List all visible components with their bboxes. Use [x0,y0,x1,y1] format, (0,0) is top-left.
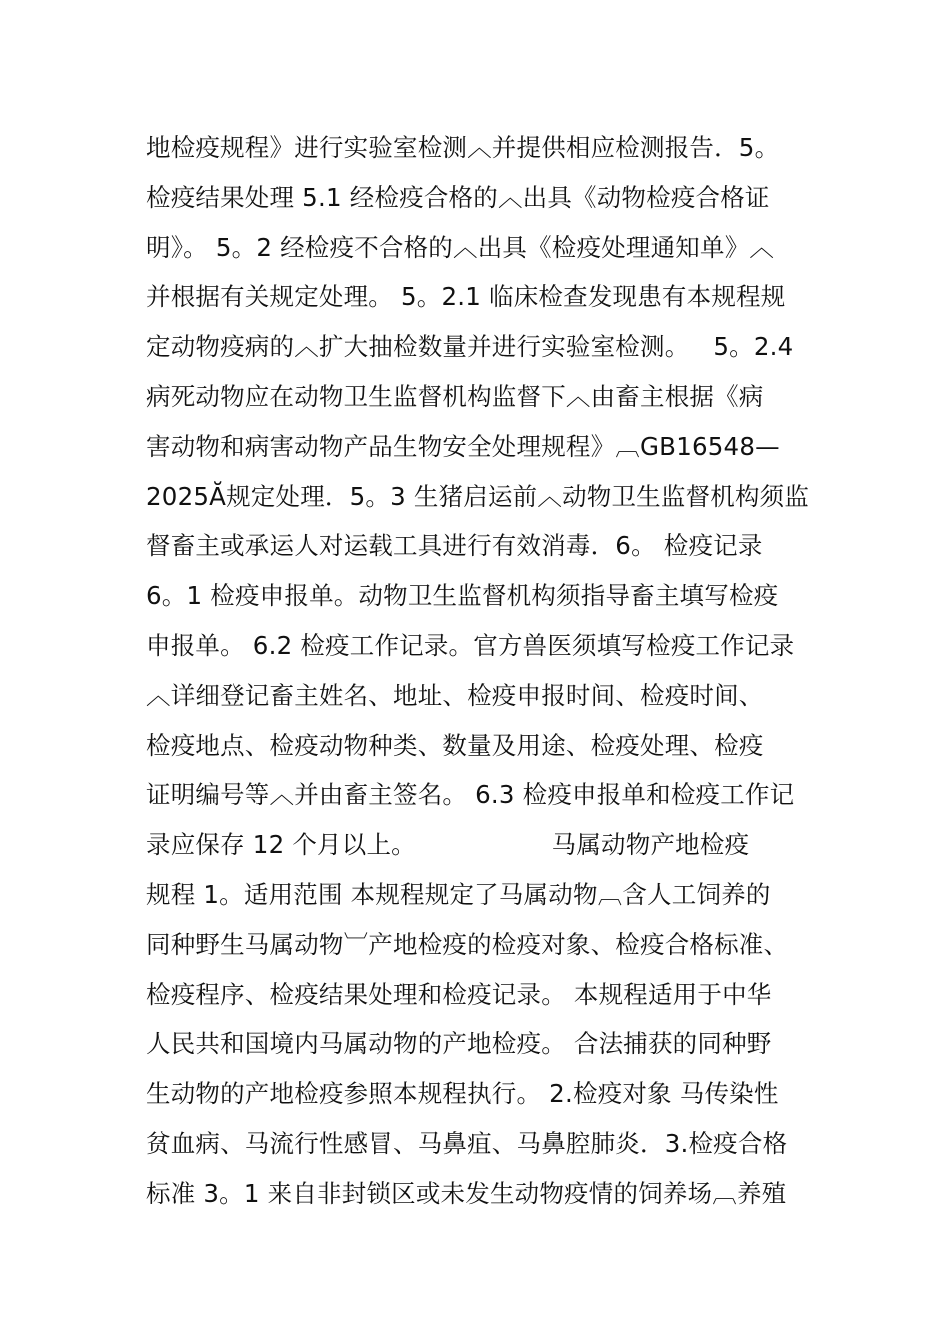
text-line: 标准 3。1 来自非封锁区或未发生动物疫情的饲养场︹养殖 [146,1178,787,1208]
text-line: 定动物疫病的︿扩大抽检数量并进行实验室检测。 5。2.4 [146,332,794,362]
text-line: 申报单。 6.2 检疫工作记录。官方兽医须填写检疫工作记录 [146,630,795,660]
text-line: 生动物的产地检疫参照本规程执行。 2.检疫对象 马传染性 [146,1079,779,1109]
text-line: 同种野生马属动物︺产地检疫的检疫对象、检疫合格标准、 [146,929,789,959]
text-line: 明》。 5。2 经检疫不合格的︿出具《检疫处理通知单》︿ [146,232,775,262]
text-line: 检疫地点、检疫动物种类、数量及用途、检疫处理、检疫 [146,730,764,760]
text-line: 6。1 检疫申报单。动物卫生监督机构须指导畜主填写检疫 [146,581,779,611]
text-line: 病死动物应在动物卫生监督机构监督下︿由畜主根据《病 [146,381,764,411]
text-line: ︿详细登记畜主姓名、地址、检疫申报时间、检疫时间、 [146,680,764,710]
text-line: 督畜主或承运人对运载工具进行有效消毒．6。 检疫记录 [146,531,763,561]
text-line: 并根据有关规定处理。 5。2.1 临床检查发现患有本规程规 [146,282,786,312]
text-line: 人民共和国境内马属动物的产地检疫。 合法捕获的同种野 [146,1029,772,1059]
text-line: 证明编号等︿并由畜主签名。 6.3 检疫申报单和检疫工作记 [146,780,795,810]
text-line: 规程 1。适用范围 本规程规定了马属动物︹含人工饲养的 [146,879,771,909]
text-line: 检疫结果处理 5.1 经检疫合格的︿出具《动物检疫合格证 [146,182,770,212]
text-line: 害动物和病害动物产品生物安全处理规程》︹GB16548— [146,431,780,461]
text-line: 2025Ă规定处理．5。3 生猪启运前︿动物卫生监督机构须监 [146,481,810,511]
text-line: 地检疫规程》进行实验室检测︿并提供相应检测报告．5。 [146,133,780,162]
text-line: 录应保存 12 个月以上。 马属动物产地检疫 [146,830,750,860]
text-line: 检疫程序、检疫结果处理和检疫记录。 本规程适用于中华 [146,979,772,1009]
text-line: 贫血病、马流行性感冒、马鼻疽、马鼻腔肺炎．3.检疫合格 [146,1128,788,1158]
body-text [146,128,816,1224]
